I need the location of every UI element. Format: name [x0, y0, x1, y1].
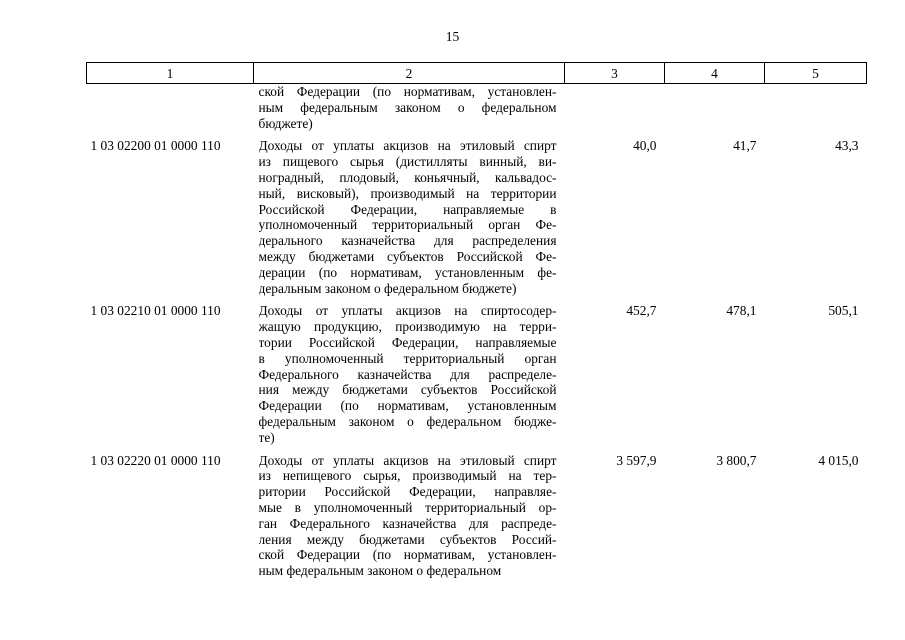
column-header-1: 1 — [87, 63, 254, 84]
row-spacer — [87, 446, 867, 453]
table-header — [87, 63, 867, 84]
amount-column-4: 41,7 — [733, 138, 757, 154]
revenue-description — [254, 303, 565, 445]
description-line: Доходы от уплаты акцизов на этиловый спирт — [258, 138, 557, 154]
amount-column-3: 40,0 — [633, 138, 657, 154]
description-line: Федерации (по нормативам, установленным — [258, 398, 557, 414]
continuation-value-4 — [665, 84, 765, 132]
continuation-code — [87, 84, 254, 132]
row-spacer — [87, 131, 867, 138]
table-row — [87, 303, 867, 445]
page-number: 15 — [445, 29, 460, 44]
continuation-row — [87, 84, 867, 132]
budget-revenue-table — [86, 62, 867, 579]
continuation-value-3 — [565, 84, 665, 132]
revenue-description — [254, 453, 565, 579]
description-line: бюджете) — [258, 115, 313, 131]
description-line: ритории Российской Федерации, направляе- — [258, 484, 557, 500]
description-line: ным федеральным законом о федеральном — [258, 99, 557, 115]
description-line: Федерального казначейства для распределе- — [258, 366, 557, 382]
description-line: те) — [258, 429, 275, 445]
budget-classification-code: 1 03 02200 01 0000 110 — [90, 138, 221, 154]
description-line: ный, висковый), производимый на территории — [258, 185, 557, 201]
description-line: ской Федерации (по нормативам, установлен- — [258, 547, 557, 563]
description-line: ноградный, плодовый, коньячный, кальвадос- — [258, 169, 557, 185]
description-line: Доходы от уплаты акцизов на этиловый спирт — [258, 452, 557, 468]
description-line: тории Российской Федерации, направляемые — [258, 334, 557, 350]
description-line: дерации (по нормативам, установленным фе- — [258, 264, 557, 280]
description-line: дерального казначейства для распределения — [258, 233, 557, 249]
revenue-description — [254, 138, 565, 296]
amount-column-3: 452,7 — [626, 303, 657, 319]
description-line: ным федеральным законом о федеральном — [258, 563, 502, 579]
row-spacer-cell — [87, 131, 867, 138]
row-spacer — [87, 296, 867, 303]
amount-column-5: 4 015,0 — [818, 452, 859, 468]
description-line: между бюджетами субъектов Российской Фе- — [258, 248, 557, 264]
budget-classification-code: 1 03 02210 01 0000 110 — [90, 303, 221, 319]
row-spacer-cell — [87, 446, 867, 453]
amount-column-4: 3 800,7 — [716, 452, 757, 468]
row-spacer-cell — [87, 296, 867, 303]
column-header-4: 4 — [665, 63, 765, 84]
description-line: Российской Федерации, направляемые в — [258, 201, 557, 217]
description-line: Доходы от уплаты акцизов на спиртосодер- — [258, 303, 557, 319]
column-header-3: 3 — [565, 63, 665, 84]
amount-column-5: 43,3 — [835, 138, 859, 154]
amount-column-5: 505,1 — [828, 303, 859, 319]
description-line: жащую продукцию, производимую на терри- — [258, 319, 557, 335]
description-line: ской Федерации (по нормативам, установлен- — [258, 84, 557, 99]
description-line: из пищевого сырья (дистилляты винный, ви- — [258, 154, 557, 170]
description-line: уполномоченный территориальный орган Фе- — [258, 217, 557, 233]
table-body — [87, 84, 867, 579]
header-row — [87, 63, 867, 84]
continuation-description — [254, 84, 565, 132]
table-row — [87, 138, 867, 296]
description-line: федеральным законом о федеральном бюдже- — [258, 413, 557, 429]
budget-classification-code: 1 03 02220 01 0000 110 — [90, 452, 221, 468]
amount-column-4: 478,1 — [726, 303, 757, 319]
column-header-2: 2 — [254, 63, 565, 84]
amount-column-3: 3 597,9 — [616, 452, 657, 468]
description-line: деральным законом о федеральном бюджете) — [258, 280, 517, 296]
description-line: мые в уполномоченный территориальный ор- — [258, 499, 557, 515]
description-line: из непищевого сырья, производимый на тер- — [258, 468, 557, 484]
description-line: ления между бюджетами субъектов Россий- — [258, 531, 557, 547]
description-line: ган Федерального казначейства для распреде- — [258, 515, 557, 531]
continuation-value-5 — [765, 84, 867, 132]
column-header-5: 5 — [765, 63, 867, 84]
description-line: в уполномоченный территориальный орган — [258, 350, 557, 366]
description-line: ния между бюджетами субъектов Российской — [258, 382, 557, 398]
table-row — [87, 453, 867, 579]
